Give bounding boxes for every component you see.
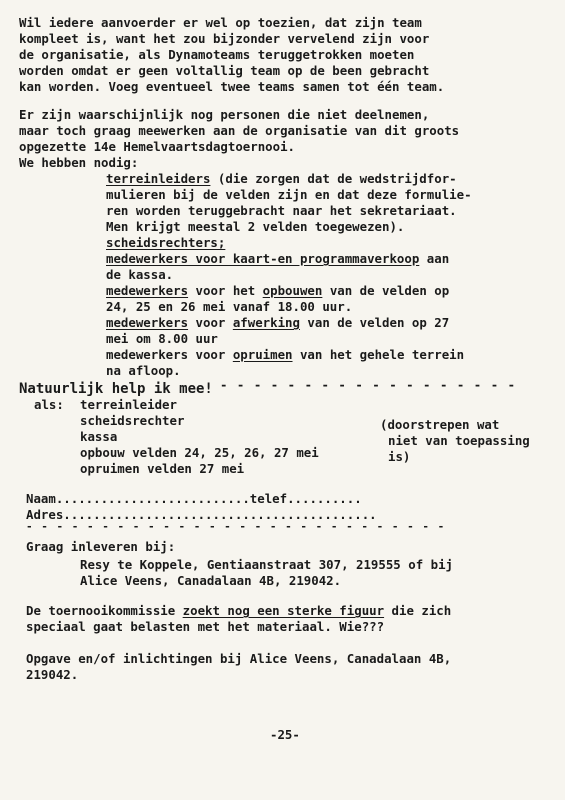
need-text: voor — [188, 315, 233, 330]
need-text-line: mulieren bij de velden zijn en dat deze formulie- — [106, 187, 472, 202]
volunteer-line-3: opgezette 14e Hemelvaartsdagtoernooi. — [19, 139, 296, 154]
need-text-line: ren worden teruggebracht naar het sekretariaat. — [106, 203, 457, 218]
intro-line-5: kan worden. Voeg eventueel twee teams samen tot één team. — [19, 79, 445, 94]
need-text-line: Men krijgt meestal 2 velden toegewezen). — [106, 219, 405, 234]
intro-line-4: worden omdat er geen voltallig team op de been gebracht — [19, 63, 430, 78]
need-text: van het gehele terrein — [292, 347, 465, 362]
separator-dashes: - - - - - - - - - - - - - - - - - - - - - - - - - - - - — [26, 520, 446, 533]
need-text: van de velden op 27 — [299, 315, 450, 330]
naam-telef-field: Naam..........................telef.......... — [26, 491, 362, 506]
volunteer-line-4: We hebben nodig: — [19, 155, 139, 170]
kommissie-text: die zich — [384, 603, 452, 618]
need-label: opbouwen — [262, 283, 323, 298]
kommissie-text: De toernooikommissie — [26, 603, 183, 618]
opgave-line-1: Opgave en/of inlichtingen bij Alice Veens, Canadalaan 4B, — [26, 651, 452, 666]
form-heading: Natuurlijk help ik mee! — [19, 381, 213, 397]
need-label: medewerkers voor kaart-en programmaverkoop — [106, 251, 420, 266]
need-text-line: mei om 8.00 uur — [106, 331, 218, 346]
intro-line-2: kompleet is, want het zou bijzonder vervelend zijn voor — [19, 31, 430, 46]
inleveren-label: Graag inleveren bij: — [26, 539, 176, 554]
inleveren-line-1: Resy te Koppele, Gentiaanstraat 307, 219555 of bij — [80, 557, 453, 572]
need-opbouw — [106, 284, 449, 298]
form-option: terreinleider — [80, 397, 177, 412]
form-option: opruimen velden 27 mei — [80, 461, 245, 476]
need-label: opruimen — [232, 347, 293, 362]
need-label: medewerkers — [106, 315, 189, 330]
need-terreinleiders — [106, 172, 457, 186]
opgave-line-2: 219042. — [26, 667, 79, 682]
kommissie-emphasis: zoekt nog een sterke figuur — [182, 603, 385, 618]
volunteer-line-2: maar toch graag meewerken aan de organisatie van dit groots — [19, 123, 460, 138]
intro-line-3: de organisatie, als Dynamoteams teruggetrokken moeten — [19, 47, 415, 62]
need-kassa — [106, 252, 449, 266]
form-option: kassa — [80, 429, 118, 444]
need-text-line: na afloop. — [106, 363, 181, 378]
need-scheidsrechters: scheidsrechters; — [106, 235, 226, 250]
need-label: afwerking — [232, 315, 300, 330]
form-option: opbouw velden 24, 25, 26, 27 mei — [80, 445, 319, 460]
kommissie-line-1 — [26, 604, 451, 618]
kommissie-line-2: speciaal gaat belasten met het materiaal. Wie??? — [26, 619, 385, 634]
page-number: -25- — [270, 727, 300, 742]
need-text: medewerkers voor — [106, 347, 233, 362]
need-afwerking — [106, 316, 449, 330]
form-note-line: niet van toepassing — [388, 433, 530, 448]
intro-line-1: Wil iedere aanvoerder er wel op toezien, dat zijn team — [19, 15, 422, 30]
need-text: aan — [419, 251, 450, 266]
need-label: medewerkers — [106, 283, 189, 298]
need-text-line: 24, 25 en 26 mei vanaf 18.00 uur. — [106, 299, 353, 314]
need-text: van de velden op — [322, 283, 450, 298]
inleveren-line-2: Alice Veens, Canadalaan 4B, 219042. — [80, 573, 342, 588]
form-note-line: is) — [388, 449, 411, 464]
form-option: scheidsrechter — [80, 413, 185, 428]
need-label: terreinleiders — [106, 171, 211, 186]
form-als-label: als: — [34, 397, 64, 412]
need-opruimen — [106, 348, 464, 362]
need-text: voor het — [188, 283, 263, 298]
need-text-line: de kassa. — [106, 267, 174, 282]
form-note-line: (doorstrepen wat — [380, 417, 500, 432]
need-text: (die zorgen dat de wedstrijdfor- — [210, 171, 457, 186]
volunteer-line-1: Er zijn waarschijnlijk nog personen die niet deelnemen, — [19, 107, 430, 122]
separator-dashes: - - - - - - - - - - - - - - - - - - — [220, 377, 517, 392]
adres-field: Adres.......................................... — [26, 507, 377, 522]
